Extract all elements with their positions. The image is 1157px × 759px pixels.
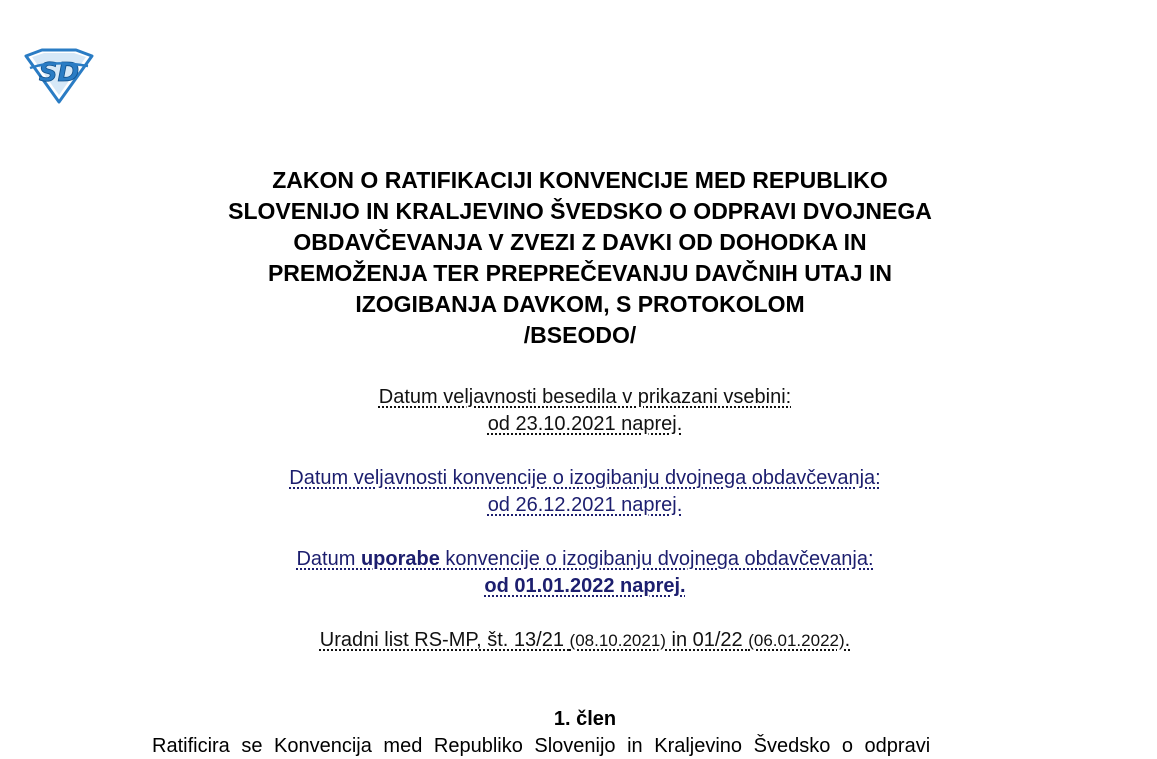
document-title xyxy=(140,165,1020,351)
text-validity-label[interactable]: Datum veljavnosti besedila v prikazani vsebini: xyxy=(378,386,792,408)
label-pre: Datum xyxy=(296,548,361,570)
label-bold-uporabe: uporabe xyxy=(360,548,440,570)
label-post: konvencije o izogibanju dvojnega obdavčevanja: xyxy=(439,548,874,570)
convention-validity-block xyxy=(0,465,1157,519)
gazette-suffix: . xyxy=(844,629,851,651)
official-gazette-link[interactable] xyxy=(320,629,850,651)
convention-application-block xyxy=(0,546,1157,600)
title-line: OBDAVČEVANJA V ZVEZI Z DAVKI OD DOHODKA IN xyxy=(293,229,867,255)
text-validity-date[interactable]: od 23.10.2021 naprej. xyxy=(487,413,683,435)
convention-application-label[interactable] xyxy=(296,548,873,570)
title-line: ZAKON O RATIFIKACIJI KONVENCIJE MED REPUBLIKO xyxy=(272,167,888,193)
sd-shield-logo-icon xyxy=(22,48,96,104)
article-heading: 1. člen xyxy=(553,708,617,730)
svg-text:SD: SD xyxy=(38,58,80,88)
convention-application-date[interactable]: od 01.01.2022 naprej. xyxy=(484,575,686,597)
article-first-line: Ratificira se Konvencija med Republiko Slovenijo in Kraljevino Švedsko o odpravi xyxy=(152,735,931,757)
title-line: /BSEODO/ xyxy=(523,322,637,348)
gazette-date-1: (08.10.2021) xyxy=(569,631,666,650)
gazette-date-2: (06.01.2022) xyxy=(748,631,845,650)
title-line: PREMOŽENJA TER PREPREČEVANJU DAVČNIH UTAJ IN xyxy=(267,260,893,286)
convention-validity-label[interactable]: Datum veljavnosti konvencije o izogibanju dvojnega obdavčevanja: xyxy=(289,467,881,489)
gazette-middle: in 01/22 xyxy=(665,629,749,651)
gazette-prefix: Uradni list RS-MP, št. 13/21 xyxy=(319,629,570,651)
title-line: IZOGIBANJA DAVKOM, S PROTOKOLOM xyxy=(355,291,805,317)
title-line: SLOVENIJO IN KRALJEVINO ŠVEDSKO O ODPRAVI DVOJNEGA xyxy=(228,198,932,224)
official-gazette-block xyxy=(0,627,1157,654)
convention-validity-date[interactable]: od 26.12.2021 naprej. xyxy=(487,494,683,516)
text-validity-block xyxy=(0,384,1157,438)
